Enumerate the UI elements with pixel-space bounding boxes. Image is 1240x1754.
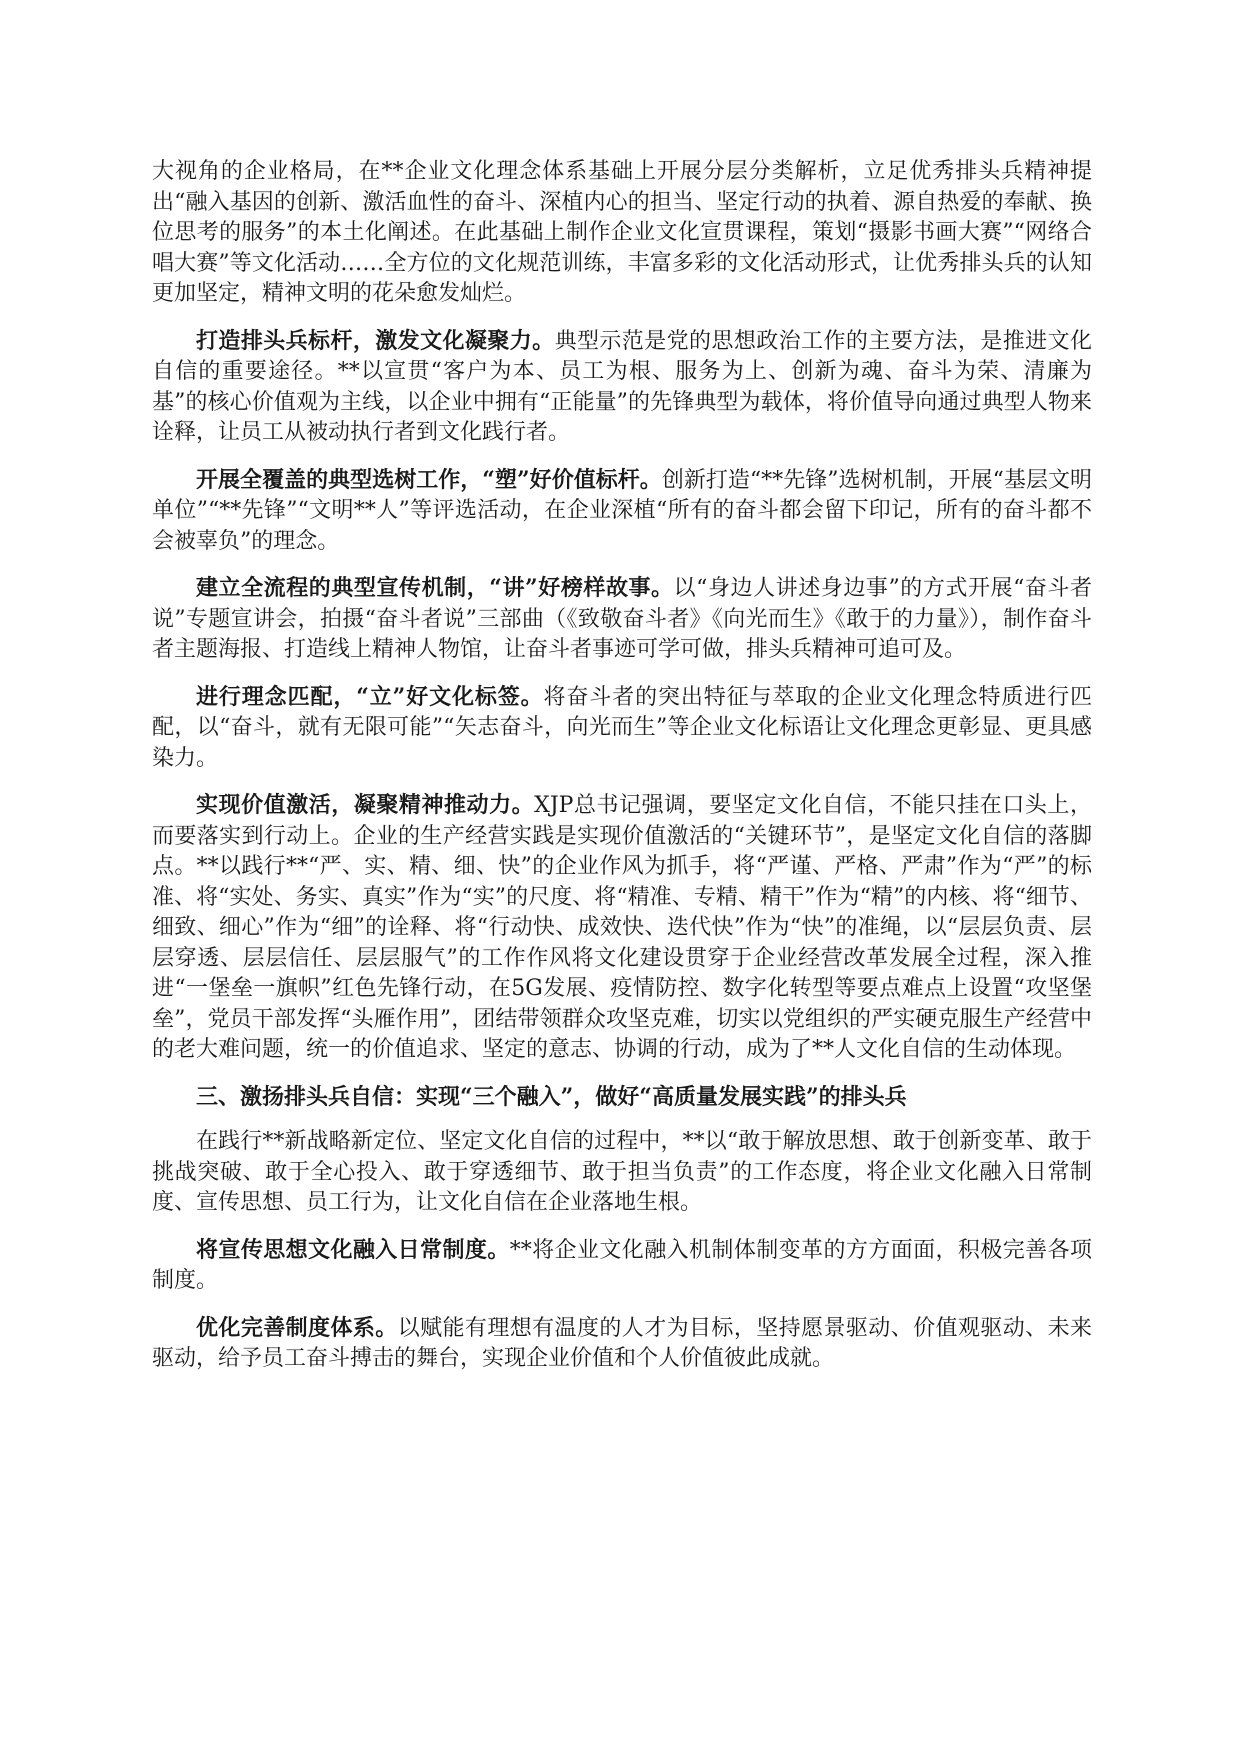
document-page <box>152 156 1092 1391</box>
paragraph-text: **将企业文化融入机制体制变革的方方面面，积极完善各项制度。 <box>152 1237 1092 1293</box>
paragraph-7 <box>152 1126 1092 1219</box>
paragraph-text: 在践行**新战略新定位、坚定文化自信的过程中，**以“敢于解放思想、敢于创新变革、敢于挑战突破、敢于全心投入、敢于穿透细节、敢于担当负责”的工作态度，将企业文化融入日常制度、宣传思想、员工行为，让文化自信在企业落地生根。 <box>152 1129 1092 1215</box>
paragraph-lead: 进行理念匹配，“立”好文化标签。 <box>196 683 544 710</box>
paragraph-4 <box>152 573 1092 666</box>
paragraph-text: 大视角的企业格局，在**企业文化理念体系基础上开展分层分类解析，立足优秀排头兵精神提出“融入基因的创新、激活血性的奋斗、深植内心的担当、坚定行动的执着、源自热爱的奉献、换位思考的服务”的本土化阐述。在此基础上制作企业文化宣贯课程，策划“摄影书画大赛”“网络合唱大赛”等文化活动……全方位的文化规范训练，丰富多彩的文化活动形式，让优秀排头兵的认知更加坚定，精神文明的花朵愈发灿烂。 <box>152 159 1092 306</box>
paragraph-lead: 将宣传思想文化融入日常制度。 <box>196 1236 510 1263</box>
paragraph-text: 以“身边人讲述身边事”的方式开展“奋斗者说”专题宣讲会，拍摄“奋斗者说”三部曲（《致敬奋斗者》《向光而生》《敢于的力量》），制作奋斗者主题海报、打造线上精神人物馆，让奋斗者事迹可学可做，排头兵精神可追可及。 <box>152 576 1092 662</box>
paragraph-6 <box>152 790 1092 1066</box>
paragraph-9 <box>152 1313 1092 1375</box>
paragraph-lead: 开展全覆盖的典型选树工作，“塑”好价值标杆。 <box>196 466 662 493</box>
paragraph-8 <box>152 1235 1092 1297</box>
paragraph-lead: 实现价值激活，凝聚精神推动力。 <box>196 792 535 818</box>
paragraph-text: XJP总书记强调，要坚定文化自信，不能只挂在口头上，而要落实到行动上。企业的生产经营实践是实现价值激活的“关键环节”，是坚定文化自信的落脚点。**以践行**“严、实、精、细、快”的企业作风为抓手，将“严谨、严格、严肃”作为“严”的标准、将“实处、务实、真实”作为“实”的尺度、将“精准、专精、精干”作为“精”的内核、将“细节、细致、细心”作为“细”的诠释、将“行动快、成效快、迭代快”作为“快”的准绳，以“层层负责、层层穿透、层层信任、层层服气”的工作作风将文化建设贯穿于企业经营改革发展全过程，深入推进“一堡垒一旗帜”红色先锋行动，在5G发展、疫情防控、数字化转型等要点难点上设置“攻坚堡垒”，党员干部发挥“头雁作用”，团结带领群众攻坚克难，切实以党组织的严实硬克服生产经营中的老大难问题，统一的价值追求、坚定的意志、协调的行动，成为了**人文化自信的生动体现。 <box>152 793 1092 1062</box>
paragraph-text: 典型示范是党的思想政治工作的主要方法，是推进文化自信的重要途径。**以宣贯“客户为本、员工为根、服务为上、创新为魂、奋斗为荣、清廉为基”的核心价值观为主线，以企业中拥有“正能量”的先锋典型为载体，将价值导向通过典型人物来诠释，让员工从被动执行者到文化践行者。 <box>152 328 1092 445</box>
paragraph-lead: 打造排头兵标杆，激发文化凝聚力。 <box>196 327 555 354</box>
paragraph-text: 将奋斗者的突出特征与萃取的企业文化理念特质进行匹配，以“奋斗，就有无限可能”“矢志奋斗，向光而生”等企业文化标语让文化理念更彰显、更具感染力。 <box>152 684 1092 771</box>
paragraph-5 <box>152 682 1092 775</box>
paragraph-2 <box>152 326 1092 449</box>
paragraph-lead: 优化完善制度体系。 <box>196 1314 398 1341</box>
paragraph-text: 创新打造“**先锋”选树机制，开展“基层文明单位”“**先锋”“文明**人”等评选活动，在企业深植“所有的奋斗都会留下印记，所有的奋斗都不会被辜负”的理念。 <box>152 467 1093 554</box>
paragraph-lead: 建立全流程的典型宣传机制，“讲”好榜样故事。 <box>196 575 674 601</box>
paragraph-text: 以赋能有理想有温度的人才为目标，坚持愿景驱动、价值观驱动、未来驱动，给予员工奋斗搏击的舞台，实现企业价值和个人价值彼此成就。 <box>152 1315 1092 1371</box>
section-heading: 三、激扬排头兵自信：实现“三个融入”，做好“高质量发展实践”的排头兵 <box>196 1083 907 1110</box>
paragraph-1 <box>152 156 1092 310</box>
paragraph-3 <box>152 465 1092 558</box>
